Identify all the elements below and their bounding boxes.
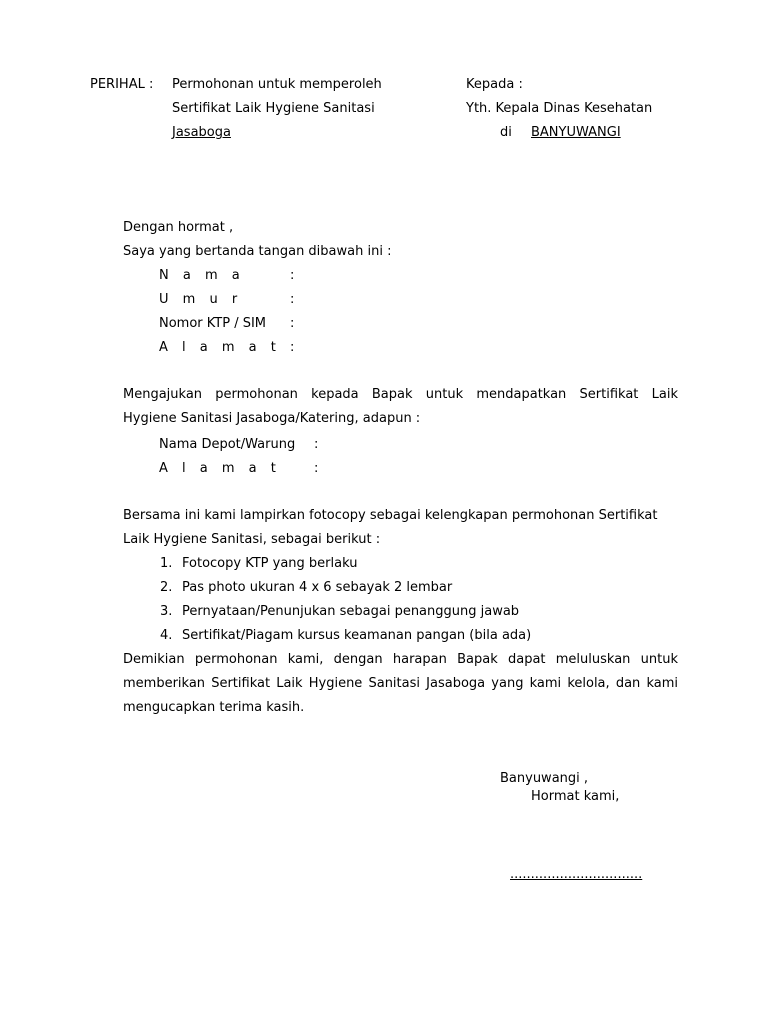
field-colon: :	[314, 437, 319, 452]
signature-place: Banyuwangi ,	[500, 771, 589, 786]
perihal-line-2: Sertifikat Laik Hygiene Sanitasi	[172, 101, 375, 116]
perihal-label: PERIHAL :	[90, 77, 154, 92]
kepada-label: Kepada :	[466, 77, 523, 92]
attachments-intro-1: Bersama ini kami lampirkan fotocopy sebagai kelengkapan permohonan Sertifikat	[123, 508, 658, 523]
list-item: Fotocopy KTP yang berlaku	[182, 556, 358, 571]
field-label-nama: N a m a	[159, 268, 245, 283]
list-item: Pas photo ukuran 4 x 6 sebayak 2 lembar	[182, 580, 453, 595]
request-paragraph	[123, 383, 678, 431]
closing-line-3: mengucapkan terima kasih.	[123, 700, 305, 715]
field-label-ktp: Nomor KTP / SIM	[159, 316, 267, 331]
signature-regards: Hormat kami,	[531, 789, 620, 804]
intro-text: Saya yang bertanda tangan dibawah ini :	[123, 244, 392, 259]
field-label-depot: Nama Depot/Warung	[159, 437, 296, 452]
field-label-alamat: A l a m a t	[159, 340, 281, 355]
perihal-line-1: Permohonan untuk memperoleh	[172, 77, 382, 92]
field-colon: :	[290, 292, 295, 307]
perihal-line-3: Jasaboga	[172, 125, 231, 140]
list-number: 3.	[160, 604, 173, 619]
closing-line-1: Demikian permohonan kami, dengan harapan Bapak dapat meluluskan untuk	[123, 652, 678, 667]
kepada-recipient: Yth. Kepala Dinas Kesehatan	[466, 101, 653, 116]
field-colon: :	[314, 461, 319, 476]
request-line-2: Hygiene Sanitasi Jasaboga/Katering, adapun :	[123, 411, 421, 426]
list-number: 2.	[160, 580, 173, 595]
field-label-business-alamat: A l a m a t	[159, 461, 281, 476]
closing-paragraph	[123, 648, 678, 720]
closing-line-2: memberikan Sertifikat Laik Hygiene Sanitasi Jasaboga yang kami kelola, dan kami	[123, 676, 678, 691]
field-label-umur: U m u r	[159, 292, 243, 307]
salutation: Dengan hormat ,	[123, 220, 234, 235]
list-number: 1.	[160, 556, 173, 571]
field-colon: :	[290, 340, 295, 355]
field-colon: :	[290, 316, 295, 331]
recipient-city: BANYUWANGI	[531, 125, 621, 140]
list-number: 4.	[160, 628, 173, 643]
request-line-1: Mengajukan permohonan kepada Bapak untuk mendapatkan Sertifikat Laik	[123, 387, 678, 402]
list-item: Sertifikat/Piagam kursus keamanan pangan (bila ada)	[182, 628, 532, 643]
signature-name-line: ................................	[510, 867, 643, 882]
list-item: Pernyataan/Penunjukan sebagai penanggung jawab	[182, 604, 520, 619]
di-label: di	[500, 125, 512, 140]
field-colon: :	[290, 268, 295, 283]
attachments-intro-2: Laik Hygiene Sanitasi, sebagai berikut :	[123, 532, 381, 547]
